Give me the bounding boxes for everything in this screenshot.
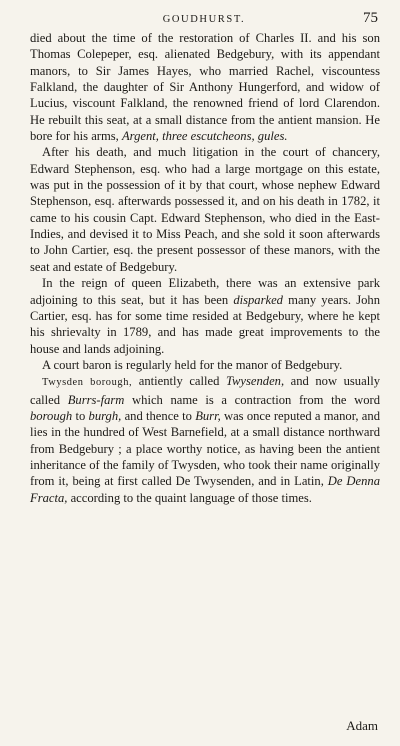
- paragraph-text: was once reputed a manor, and lies in the hundred of West Barnefield, at a small distance northward from Bedgebury ; a place worthy notice, as having been the antient inheritance of the family of Twysden, who took their name originally from it, being at first called De Twysenden, and in Latin,: [30, 408, 380, 489]
- paragraph: [30, 373, 380, 506]
- italic-term: De Denna Fracta,: [30, 474, 380, 505]
- paragraph-text: A court baron is regularly held for the manor of Bedgebury.: [42, 357, 343, 372]
- paragraph-text: and thence to: [121, 408, 196, 423]
- paragraph-text: to: [72, 408, 89, 423]
- paragraph-text: many years. John Cartier, esq. has for some time resided at Bedgebury, where he kept his shrievalty in 1789, and has made great improvements to the house and lands adjoining.: [30, 292, 380, 356]
- paragraph-text: antiently called: [132, 374, 226, 389]
- italic-term: Twysenden,: [225, 374, 285, 389]
- body-text: [30, 30, 380, 506]
- catchword: Adam: [346, 718, 378, 733]
- paragraph-text: according to the quaint language of those times.: [67, 490, 312, 505]
- italic-term: Burr,: [195, 408, 221, 423]
- running-head: GOUDHURST.: [162, 14, 246, 25]
- paragraph: [30, 357, 380, 373]
- smallcaps-heading: Twysden borough,: [42, 377, 133, 389]
- arms-blazon: Argent, three escutcheons, gules.: [121, 129, 288, 144]
- italic-term: Burrs-farm: [67, 392, 125, 407]
- italic-term: burgh,: [88, 408, 122, 423]
- paragraph-text: which name is a contraction from the word: [124, 392, 381, 407]
- paragraph-text: and now usually called: [30, 374, 380, 407]
- italic-term: disparked: [233, 292, 283, 307]
- paragraph: [30, 144, 380, 275]
- paragraph: [30, 275, 380, 357]
- paragraph-text: In the reign of queen Elizabeth, there was an extensive park adjoining to this seat, but it has been: [30, 276, 380, 307]
- paragraph-text: died about the time of the restoration of Charles II. and his son Thomas Colepeper, esq. alienated Bedgebury, with its appendant manors, to Sir James Hayes, who married Rachel, viscountess Falkland, the daughter of Sir Anthony Hungerford, and widow of Lucius, viscount Falkland, the renowned friend of lord Clarendon. He rebuilt this seat, at a small distance from the antient mansion. He bore for his arms,: [30, 31, 380, 144]
- paragraph-text: After his death, and much litigation in the court of chancery, Edward Stephenson, esq. who had a large mortgage on this estate, was put in the possession of it by that court, whose nephew Edward Stephenson, esq. afterwards possessed it, and on his death in 1782, it came to his cousin Capt. Edward Stephenson, who died in the East-Indies, and devised it to Miss Peach, and she sold it soon afterwards to John Cartier, esq. the present possessor of these manors, with the seat and estate of Bedgebury.: [30, 145, 380, 274]
- italic-term: borough: [30, 408, 73, 423]
- paragraph: [30, 30, 380, 144]
- page-header: [30, 10, 378, 30]
- page-number: 75: [363, 10, 378, 26]
